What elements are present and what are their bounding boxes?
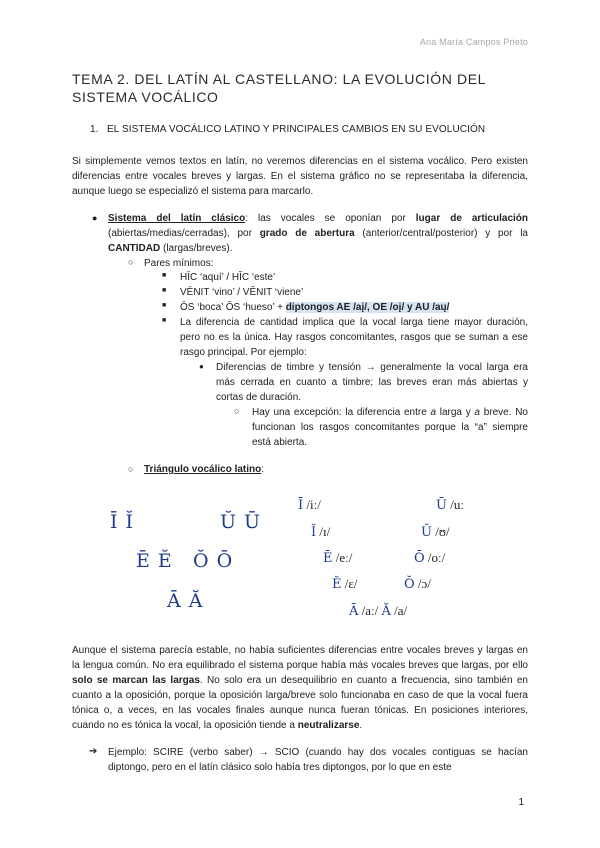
page-number: 1 (518, 797, 524, 808)
section-title: EL SISTEMA VOCÁLICO LATINO Y PRINCIPALES CAMBIOS EN SU EVOLUCIÓN (107, 124, 486, 135)
triangle-mid-back: Ŏ Ō (193, 550, 234, 572)
diphthongs-highlight: diptongos AE /aį/, OE /oį/ y AU /aų/ (285, 302, 450, 313)
intro-paragraph: Si simplemente vemos textos en latín, no veremos diferencias en el sistema vocálico. Pero existen diferencias entre vocales breves y largas. En el sistema gráfico no se representaba la diferencia, aunque luego se especializó el sistema para marcarlo. (72, 156, 528, 197)
author-header: Ana María Campos Prieto (419, 37, 528, 47)
triangle-heading: Triángulo vocálico latino: (144, 464, 265, 475)
section-number: 1. (90, 124, 99, 135)
timbre-difference: Diferencias de timbre y tensión → generalmente la vocal larga era más cerrada en cuanto a timbre; las breves eran más abiertas y cortas de duración. (216, 362, 528, 403)
section-heading (90, 124, 485, 135)
stability-paragraph: Aunque el sistema parecía estable, no había suficientes diferencias entre vocales breves y largas en la lengua común. No era equilibrado el sistema porque había más vocales breves que largas, por ello solo se marcan las largas. No solo era un desequilibrio en cuanto a frecuencia, sino también en cuanto a la oposición, porque la oposición larga/breve solo funcionaba en caso de que la vocal fuera tónica o, a veces, en las vocales finales aunque nunca fueran tónicas. En posiciones interiores, cuando no es tónica la vocal, la oposición tiende a neutralizarse. (72, 645, 528, 731)
minimal-pairs-label: Pares mínimos: (144, 258, 214, 269)
triangle-mid-front: Ē Ĕ (136, 550, 173, 572)
page-title: TEMA 2. DEL LATÍN AL CASTELLANO: LA EVOLUCIÓN DEL SISTEMA VOCÁLICO (72, 71, 486, 105)
bullet-square: ■ (162, 317, 167, 324)
bullet-circle: ○ (128, 464, 134, 474)
bullet-square: ■ (162, 302, 167, 309)
classical-system-label: Sistema del latín clásico (108, 213, 246, 224)
pair-venit: VĒNIT ‘vino’ / VĔNIT ‘viene’ (180, 287, 304, 298)
bullet-dot: ● (92, 213, 98, 223)
triangle-low: Ā Ă (167, 590, 204, 612)
bullet-square: ■ (162, 287, 167, 294)
bullet-dot: ● (199, 362, 204, 371)
ipa-short-e: Ĕ /ɛ/ (332, 576, 358, 592)
ipa-long-e: Ē /eː/ (323, 550, 353, 566)
example-scire: Ejemplo: SCIRE (verbo saber) → SCIO (cuando hay dos vocales contiguas se hacían diptongo, pero en el latín clásico solo había tres diptongos, por lo que en este (108, 747, 528, 773)
bullet-circle: ○ (234, 406, 240, 416)
exception-a: Hay una excepción: la diferencia entre a larga y a breve. No funcionan los rasgos concomitantes porque la “a” siempre está abierta. (252, 407, 528, 448)
pair-hic: HĪC ‘aquí’ / HĬC ‘este’ (180, 272, 276, 283)
ipa-long-u: Ū /uː (436, 497, 464, 513)
bullet-circle: ○ (128, 257, 134, 267)
pair-os: ŌS ‘boca’ ŎS ‘hueso’ + diptongos AE /aį/, OE /oį/ y AU /aų/ (180, 302, 450, 313)
bullet-square: ■ (162, 272, 167, 279)
ipa-long-o: Ō /oː/ (414, 550, 446, 566)
bullet-classical-system: Sistema del latín clásico: las vocales se oponían por lugar de articulación (abiertas/medias/cerradas), por grado de abertura (anterior/central/posterior) y por la CANTIDAD (largas/breves). (108, 213, 528, 254)
arrow-bullet-icon: ➔ (89, 746, 98, 757)
triangle-high-front: Ī Ĭ (110, 511, 135, 533)
ipa-short-o: Ŏ /ɔ/ (404, 576, 431, 592)
ipa-short-i: Ĭ /ɪ/ (311, 524, 331, 540)
ipa-a: Ā /aː/ Ă /a/ (349, 603, 408, 619)
quantity-explanation: La diferencia de cantidad implica que la vocal larga tiene mayor duración, pero no es la única. Hay rasgos concomitantes, rasgos que se suman a ese rasgo principal. Por ejemplo: (180, 317, 528, 358)
ipa-short-u: Ŭ /ʊ/ (421, 524, 450, 540)
triangle-high-back: Ŭ Ū (220, 511, 262, 533)
ipa-long-i: Ī /iː/ (298, 497, 321, 513)
